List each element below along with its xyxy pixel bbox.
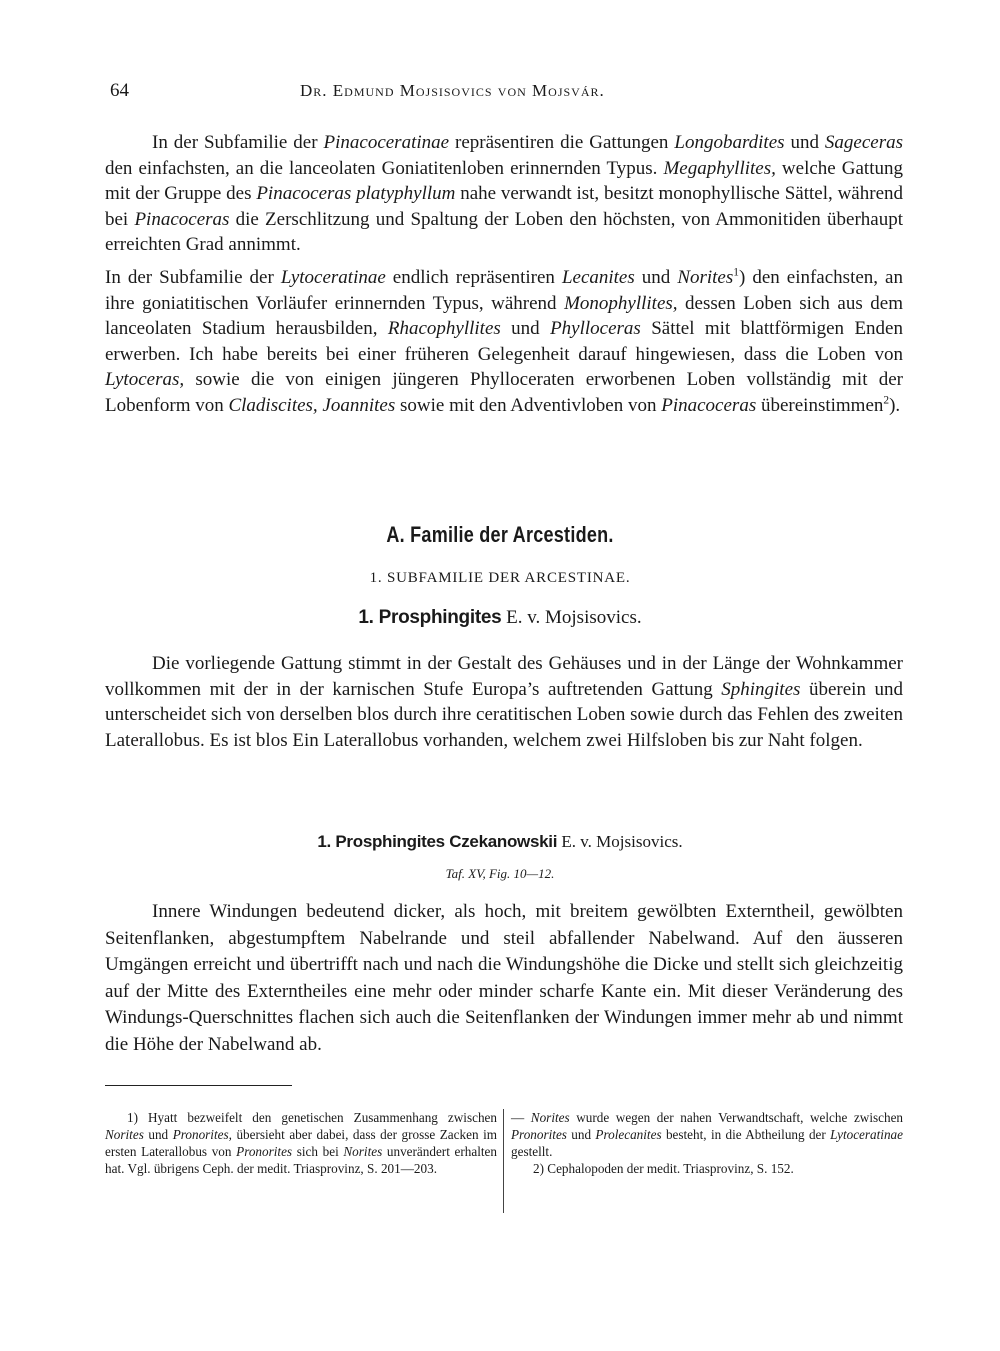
paragraph4-run: Innere Windungen bedeutend dicker, als hoch, mit breitem gewölbten Externtheil, gewölbten Seitenflanken, abgestumpftem Nabelrande und steil abfallender Nabelwand. Auf den äusseren Umgängen erreicht und übertrifft nach und nach die Windungshöhe die Dicke und stellt sich gleichzeitig auf der Mitte des Externtheiles eine mehr oder minder scharfe Kante ein. Mit dieser Veränderung des Windungs-Querschnittes flachen sich auch die Seitenflanken der Windungen immer mehr ab und nimmt die Höhe der Nabelwand ab.: [105, 901, 903, 1055]
footnote-1-left: [105, 1109, 497, 1177]
section-heading: A. Familie der Arcestiden.: [386, 522, 614, 547]
page-number: 64: [110, 80, 129, 101]
paragraph2-run: übereinstimmen: [756, 394, 884, 416]
paragraph2-run: ) den einfachsten, an ihre goniatitischen Vorläufer erinnernden Typus, während: [105, 267, 903, 314]
paragraph2-run: endlich repräsentiren: [385, 267, 562, 288]
footnote-1-continuation: [511, 1109, 903, 1160]
paragraph1-run: welche Gattung mit der Gruppe des: [105, 157, 903, 205]
genus-name: 1. Prosphingites: [358, 607, 502, 628]
paragraph2-run: sowie mit den Adventivloben von: [395, 394, 662, 416]
paragraph2-run: Norites: [677, 267, 734, 288]
paragraph-1: [105, 130, 903, 258]
paragraph1-run: In der Subfamilie der: [152, 132, 324, 153]
genus-author: E. v. Mojsisovics.: [501, 607, 642, 628]
footnote-right-column: [511, 1109, 903, 1177]
footnote-column-divider: [503, 1109, 504, 1213]
paragraph2-run: Sättel mit blattförmigen Enden erwerben. Ich habe bereits bei einer früheren Gelegenheit darauf hingewiesen, dass die Loben von: [105, 318, 903, 365]
footnote1_right-run: wurde wegen der nahen Verwandtschaft, welche zwischen: [569, 1110, 904, 1125]
paragraph-3: [105, 651, 903, 753]
paragraph2-run: und: [634, 267, 678, 288]
footnote-2: 2) Cephalopoden der medit. Triasprovinz, S. 152.: [533, 1161, 794, 1176]
footnote1_right-run: Pronorites: [511, 1127, 567, 1142]
paragraph3-run: Die vorliegende Gattung stimmt in der Gestalt des Gehäuses und in der Länge der Wohnkammer vollkommen mit der in der karnischen Stufe Europa’s auftretenden Gattung: [105, 653, 903, 700]
paragraph2-run: sowie die von einigen jüngeren Phylloceraten erworbenen Loben vollständig mit der Lobenform von: [105, 369, 903, 416]
species-name: 1. Prosphingites Czekanowskii: [317, 832, 558, 851]
footnote1_right-run: —: [511, 1110, 531, 1125]
paragraph1-run: nahe verwandt ist, besitzt monophyllische Sättel, während bei: [105, 183, 903, 230]
paragraph2-run: Phylloceras: [550, 318, 641, 340]
footnote1_right-run: Prolecanites: [595, 1127, 662, 1142]
paragraph2-run: 1: [733, 266, 739, 279]
footnote1_left-run: Norites: [343, 1144, 383, 1159]
paragraph2-run: Monophyllites,: [564, 292, 678, 314]
footnote1_right-run: Lytoceratinae: [830, 1127, 904, 1142]
paragraph1-run: Megaphyllites,: [663, 157, 776, 179]
paragraph2-run: dessen Loben sich aus dem lanceolaten Stadium herausbilden,: [105, 292, 903, 340]
species-heading: [0, 832, 1000, 852]
footnote1_right-run: gestellt.: [511, 1144, 553, 1159]
paragraph2-run: Pinacoceras: [661, 394, 757, 416]
paragraph1-run: den einfachsten, an die lanceolaten Goniatitenloben erinnernden Typus.: [105, 157, 664, 179]
paragraph-4: [105, 899, 903, 1059]
paragraph1-run: und: [784, 132, 825, 153]
footnote1_left-run: 1) Hyatt bezweifelt den genetischen Zusammenhang zwischen: [127, 1110, 497, 1125]
plate-reference: Taf. XV, Fig. 10—12.: [445, 866, 555, 881]
footnote1_left-run: Pronorites,: [172, 1127, 232, 1142]
paragraph2-run: 2: [883, 394, 890, 407]
footnote1_left-run: Pronorites: [236, 1144, 293, 1159]
footnote1_right-run: Norites: [530, 1110, 570, 1125]
paragraph3-run: Sphingites: [721, 678, 801, 700]
subfamily-heading: 1. SUBFAMILIE DER ARCESTINAE.: [369, 570, 631, 586]
paragraph1-run: die Zerschlitzung und Spaltung der Loben den höchsten, von Ammonitiden überhaupt erreichten Grad annimmt.: [105, 208, 903, 256]
paragraph2-run: ).: [889, 394, 901, 416]
genus-heading: [0, 607, 1000, 629]
footnote1_left-run: Norites: [105, 1127, 144, 1142]
running-head: Dr. Edmund Mojsisovics von Mojsvár.: [300, 81, 605, 100]
paragraph2-run: In der Subfamilie der: [105, 267, 281, 288]
paragraph1-run: Pinacoceras: [134, 208, 230, 230]
paragraph1-run: Sageceras: [824, 132, 903, 153]
footnote-rule: [105, 1085, 292, 1086]
paragraph2-run: Rhacophyllites: [387, 318, 501, 340]
footnote1_right-run: und: [566, 1127, 596, 1142]
species-author: E. v. Mojsisovics.: [557, 832, 683, 851]
footnote1_left-run: unverändert erhalten hat. Vgl. übrigens Ceph. der medit. Triasprovinz, S. 201—203.: [105, 1144, 497, 1176]
paragraph2-run: Lytoceratinae: [280, 267, 386, 288]
paragraph1-run: Pinacoceras platyphyllum: [256, 183, 456, 205]
footnote1_left-run: sich bei: [292, 1144, 344, 1159]
paragraph2-run: und: [500, 318, 551, 340]
paragraph-2: [105, 265, 903, 419]
paragraph1-run: repräsentiren die Gattungen: [449, 132, 675, 153]
paragraph1-run: Longobardites: [674, 132, 785, 153]
footnote1_left-run: übersieht aber dabei, dass der grosse Zacken im ersten Laterallobus von: [105, 1127, 498, 1159]
footnote1_left-run: und: [143, 1127, 173, 1142]
paragraph1-run: Pinacoceratinae: [323, 132, 450, 153]
paragraph2-run: Cladiscites, Joannites: [228, 394, 396, 416]
footnote1_right-run: besteht, in die Abtheilung der: [661, 1127, 831, 1142]
paragraph2-run: Lytoceras,: [105, 369, 185, 391]
paragraph2-run: Lecanites: [561, 267, 635, 288]
paragraph3-run: überein und unterscheidet sich von derselben blos durch ihre ceratitischen Loben sowie durch das Fehlen des zweiten Laterallobus. Es ist blos Ein Laterallobus vorhanden, welchem zwei Hilfsloben bis zur Naht folgen.: [105, 678, 903, 751]
